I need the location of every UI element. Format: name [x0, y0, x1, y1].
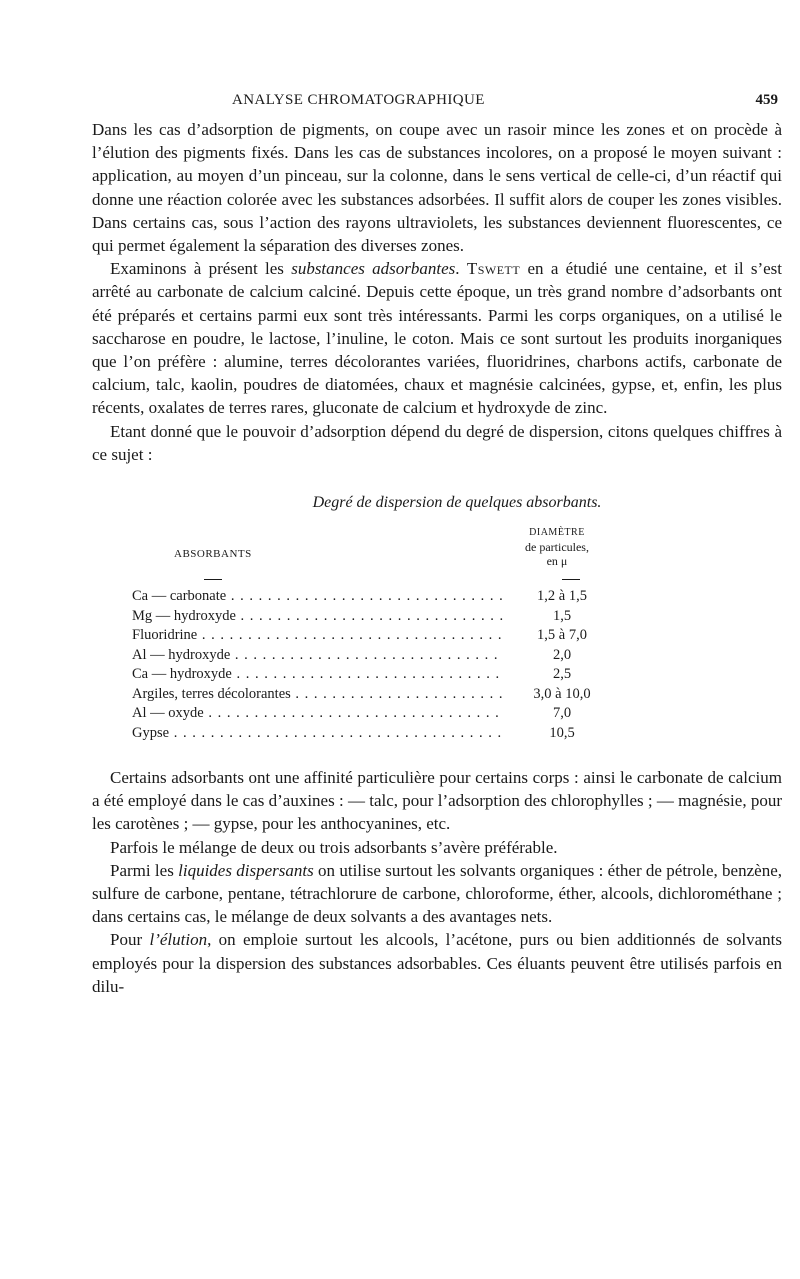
table-row: [92, 608, 782, 628]
row-name: Gypse . . .: [132, 725, 504, 742]
table-row: [92, 686, 782, 706]
row-name: Ca — carbonate . . .: [132, 588, 504, 605]
table-row: [92, 725, 782, 745]
paragraph-adsorption-pigments: Dans les cas d’adsorption de pigments, on coupe avec un rasoir mince les zones et on procède à l’élution des pigments fixés. Dans les cas de substances incolores, on a proposé le moyen suivant : application, au moyen d’un pinceau, sur la colonne, dans le sens vertical de celle-ci, d’un réactif qui donne une réaction colorée avec les substances adsorbées. Il suffit alors de couper les zones visibles. Dans certains cas, sous l’action des rayons ultraviolets, les substances deviennent fluorescentes, ce qui permet également la séparation des diverses zones.: [92, 120, 782, 256]
row-value: 7,0: [552, 705, 572, 722]
row-name: Al — hydroxyde . . .: [132, 647, 504, 664]
row-value: 2,0: [552, 646, 572, 663]
table-row: [92, 627, 782, 647]
dispersion-table: [92, 494, 782, 744]
table-row: [92, 588, 782, 608]
table-header: [92, 526, 782, 574]
table-caption: Degré de dispersion de quelques absorbants.: [312, 494, 602, 512]
row-value: 3,0 à 10,0: [533, 685, 591, 702]
column-header-absorbants: ABSORBANTS: [174, 548, 252, 561]
row-value: 1,5: [552, 607, 572, 624]
paragraph-liquides-dispersants: Parmi les liquides dispersants on utilise surtout les solvants organiques : éther de pétrole, benzène, sulfure de carbone, pentane, tétrachlorure de carbone, chloroforme, éther, alcools, dichlorométhane ; dans certains cas, le mélange de deux solvants a des avantages nets.: [92, 860, 782, 927]
column-header-diametre: DIAMÈTRE de particules, en μ: [525, 527, 589, 569]
author-name: Tswett: [466, 259, 521, 279]
row-name: Fluoridrine . . .: [132, 627, 504, 644]
table-row: [92, 705, 782, 725]
paragraph-substances-adsorbantes: Examinons à présent les substances adsorbantes. Tswett en a étudié une centaine, et il s’est arrêté au carbonate de calcium calciné. Depuis cette époque, un très grand nombre d’adsorbants ont été préparés et certains parmi eux sont très intéressants. Parmi les corps organiques, on a utilisé le saccharose en poudre, le lactose, l’inuline, le coton. Mais ce sont surtout les produits inorganiques que l’on préfère : alumine, terres décolorantes variées, fluoridrines, charbons actifs, carbonate de calcium, talc, kaolin, poudres de diatomées, chaux et magnésie calcinées, gypse, et, enfin, les plus récents, oxalates de terres rares, gluconate de calcium et hydroxyde de zinc.: [92, 259, 782, 418]
row-value: 2,5: [552, 666, 572, 683]
paragraph-affinite: Certains adsorbants ont une affinité particulière pour certains corps : ainsi le carbonate de calcium a été employé dans le cas d’auxines : — talc, pour l’adsorption des chlorophylles ; — magnésie, pour les carotènes ; — gypse, pour les anthocyanines, etc.: [92, 768, 782, 834]
header-rule: [204, 579, 222, 580]
page-header: [92, 88, 782, 118]
table-row: [92, 666, 782, 686]
paragraph-elution: Pour l’élution, on emploie surtout les alcools, l’acétone, purs ou bien additionnés de solvants employés pour la dispersion des substances adsorbables. Ces éluants peuvent être utilisés parfois en dilu-: [92, 930, 782, 996]
row-name: Ca — hydroxyde . . .: [132, 666, 504, 683]
book-page: [92, 88, 782, 998]
paragraph-melange: Parfois le mélange de deux ou trois adsorbants s’avère préférable.: [110, 837, 558, 857]
row-value: 1,2 à 1,5: [537, 588, 587, 605]
header-rule-row: [92, 574, 782, 588]
page-number: 459: [755, 92, 778, 108]
row-value: 1,5 à 7,0: [537, 627, 587, 644]
row-name: Al — oxyde . . .: [132, 705, 504, 722]
table-row: [92, 647, 782, 667]
paragraph-dispersion: Etant donné que le pouvoir d’adsorption dépend du degré de dispersion, citons quelques chiffres à ce sujet :: [92, 421, 782, 464]
running-title: ANALYSE CHROMATOGRAPHIQUE: [232, 92, 485, 108]
header-rule: [562, 579, 580, 580]
row-value: 10,5: [549, 724, 575, 741]
row-name: Argiles, terres décolorantes . . .: [132, 686, 504, 703]
row-name: Mg — hydroxyde . . .: [132, 608, 504, 625]
italic-term: l’élution: [149, 930, 208, 950]
italic-term: substances adsorbantes: [291, 259, 456, 279]
italic-term: liquides dispersants: [178, 860, 314, 880]
